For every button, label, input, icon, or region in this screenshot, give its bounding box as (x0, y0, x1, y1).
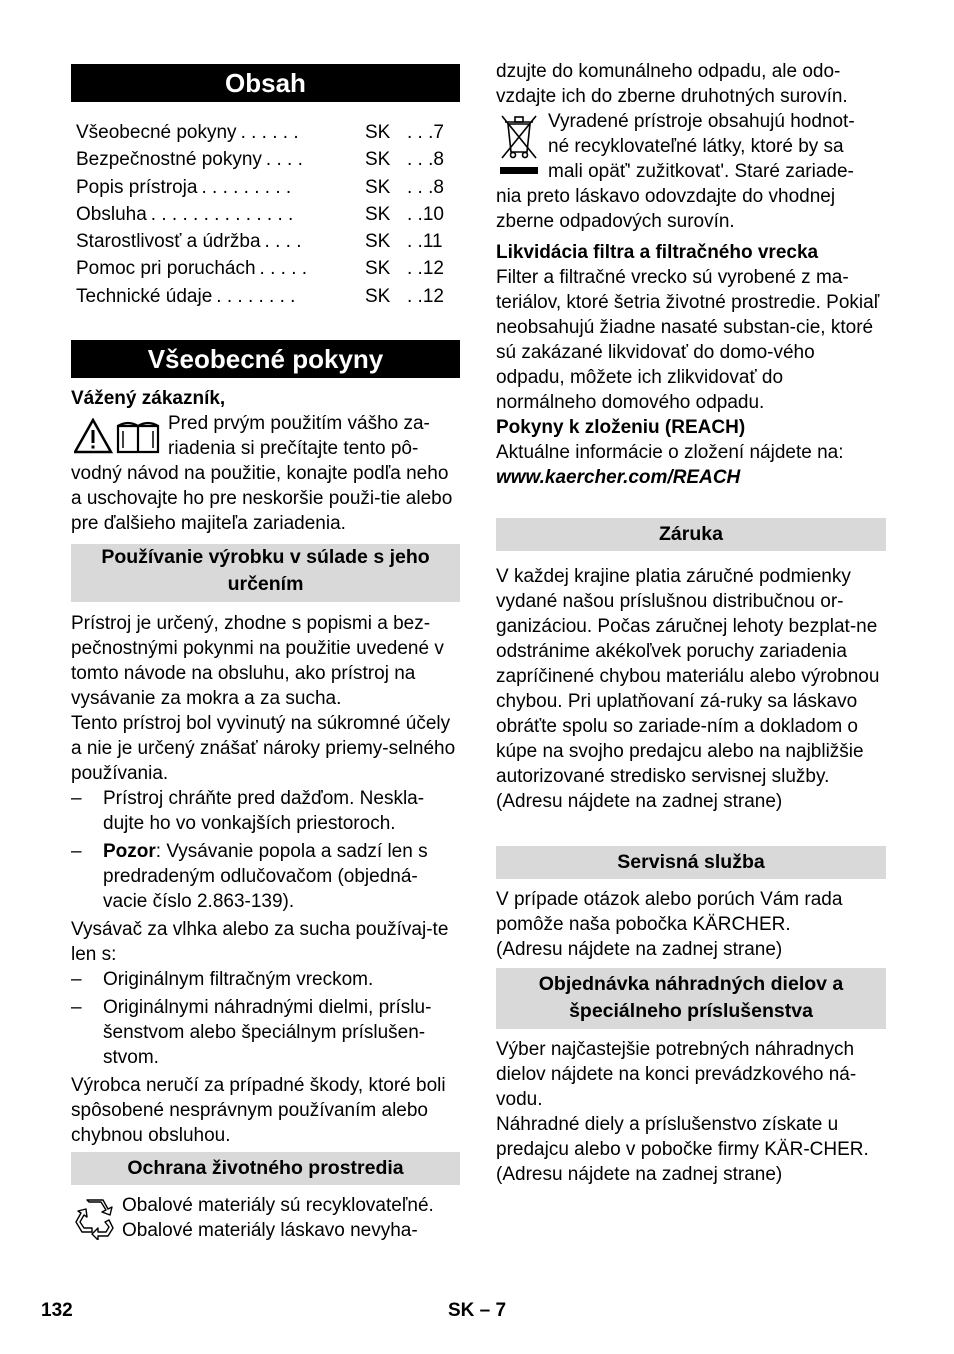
toc-item-dots: . . . . (264, 231, 302, 253)
toc-row (71, 146, 460, 173)
toc-item-dots: . . . . (265, 149, 303, 171)
toc-item-page: . . .7 (407, 122, 444, 143)
toc-item-page: . . .8 (407, 176, 444, 198)
crossed-bin-icon (498, 112, 540, 178)
warranty-body (496, 564, 886, 814)
toc-item-lang: SK (365, 231, 391, 253)
intro-line-2: riadenia si prečítajte tento pô- (168, 438, 419, 459)
warranty-address: (Adresu nájdete na zadnej strane) (496, 791, 783, 812)
toc-item-label (76, 201, 293, 228)
intro-line-1: Pred prvým použitím vášho za- (168, 413, 430, 434)
toc-item-lang: SK (365, 285, 391, 307)
list-item: – Originálnymi náhradnými dielmi, príslu-šenstvom alebo špeciálnym príslušen-stvom. (71, 997, 432, 1068)
toc-item-label (76, 146, 303, 173)
toc-item-dots: . . . . . . (240, 122, 299, 143)
toc-item-label (76, 228, 302, 255)
toc-item-label (76, 255, 307, 282)
weee-line-2: né recyklovateľné látky, ktoré by sa (548, 136, 844, 157)
intended-use-p4: Výrobca neručí za prípadné škody, ktoré boli spôsobené nesprávnym používaním alebo chybnou obsluhou. (71, 1075, 446, 1146)
toc-item-page: . .12 (407, 285, 444, 307)
intended-use-title: Používanie výrobku v súlade s jeho určením (71, 544, 460, 602)
weee-line-1: Vyradené prístroje obsahujú hodnot- (548, 111, 855, 132)
reach-text: Aktuálne informácie o zložení nájdete na: (496, 442, 844, 463)
general-title: Všeobecné pokyny (71, 340, 460, 378)
toc-item-dots: . . . . . (259, 258, 308, 280)
filter-text: Filter a filtračné vrecko sú vyrobené z ma-teriálov, ktoré šetria životné prostredie. Pokiaľ neobsahujú žiadne nasaté substan-cie, ktoré sú zakázané likvidovať do domo-vého odpadu, môžete ich zlikvidovať do normálneho domového odpadu. (496, 267, 880, 413)
toc-item-name: Bezpečnostné pokyny (76, 149, 262, 171)
toc-item-name: Technické údaje (76, 285, 213, 307)
filter-title: Likvidácia filtra a filtračného vrecka (496, 242, 819, 263)
weee-text: nia preto láskavo odovzdajte do vhodnej zberne odpadových surovín. (496, 186, 836, 232)
toc-row (71, 119, 460, 146)
toc-item-name: Všeobecné pokyny (76, 122, 237, 143)
toc-item-dots: . . . . . . . . . . . . . . (150, 203, 294, 225)
page-number: 132 (41, 1300, 73, 1321)
warranty-title: Záruka (496, 518, 886, 551)
intended-use-body (71, 611, 460, 1148)
toc-item-lang: SK (365, 176, 391, 198)
toc-row (71, 255, 460, 282)
environment-title: Ochrana životného prostredia (71, 1152, 460, 1185)
greeting: Vážený zákazník, (71, 388, 226, 409)
intended-use-p2: Tento prístroj bol vyvinutý na súkromné účely a nie je určený znášať nároky priemy-selného používania. (71, 713, 456, 784)
warranty-text: V každej krajine platia záručné podmienky vydané našou príslušnou distribučnou or-ganizáciou. Počas záručnej lehoty bezplat-ne odstránime akékoľvek poruchy zariadenia zapríčinené chybou materiálu alebo výrobnou chybou. Pri uplatňovaní zá-ruky sa láskavo obráťte spolu so zariade-ním a dokladom o kúpe na svojho predajcu alebo na najbližšie autorizované stredisko servisnej služby. (496, 566, 880, 787)
toc-item-page: . .12 (407, 258, 444, 280)
toc-item-name: Starostlivosť a údržba (76, 231, 261, 253)
parts-address: (Adresu nájdete na zadnej strane) (496, 1164, 783, 1185)
toc-row (71, 174, 460, 201)
recycle-continued: dzujte do komunálneho odpadu, ale odo-vzdajte ich do zberne druhotných surovín. (496, 61, 848, 107)
weee-line-3: mali opäť' zužitkovat'. Staré zariade- (548, 161, 854, 182)
intended-use-p3: Vysávač za vlhka alebo za sucha používaj-te len s: (71, 919, 449, 965)
reach-url: www.kaercher.com/REACH (496, 467, 741, 488)
intro-text: vodný návod na použitie, konajte podľa neho a uschovajte ho pre neskoršie použi-tie alebo pre ďalšieho majiteľa zariadenia. (71, 463, 453, 534)
toc-item-lang: SK (365, 122, 391, 143)
toc-item-page: . . .8 (407, 149, 444, 171)
toc-item-label (76, 119, 299, 146)
toc-item-label (76, 174, 291, 201)
parts-title: Objednávka náhradných dielov a špeciálneho príslušenstva (496, 968, 886, 1029)
list-item: – Prístroj chráňte pred dažďom. Neskla-dujte ho vo vonkajších priestoroch. (71, 788, 425, 834)
toc-item-name: Popis prístroja (76, 176, 198, 198)
reach-title: Pokyny k zloženiu (REACH) (496, 417, 746, 438)
service-text: V prípade otázok alebo porúch Vám rada pomôže naša pobočka KÄRCHER. (496, 889, 843, 935)
list-item: – Originálnym filtračným vreckom. (71, 969, 374, 990)
intended-use-p1: Prístroj je určený, zhodne s popismi a bez-pečnostnými pokynmi na použitie uvedené v tomto návode na obsluhu, ako prístroj na vysávanie za mokra a za sucha. (71, 613, 444, 709)
toc-row (71, 283, 460, 310)
service-body (496, 887, 886, 962)
recycling-icon (73, 1198, 117, 1240)
toc-row (71, 201, 460, 228)
service-address: (Adresu nájdete na zadnej strane) (496, 939, 783, 960)
warning-manual-icon (74, 418, 162, 454)
toc-item-dots: . . . . . . . . (216, 285, 296, 307)
toc-row (71, 228, 460, 255)
parts-p2: Náhradné diely a príslušenstvo získate u predajcu alebo v pobočke firmy KÄR-CHER. (496, 1114, 869, 1160)
toc-list (71, 119, 460, 310)
toc-item-lang: SK (365, 203, 391, 225)
recycle-line-2: Obalové materiály láskavo nevyha- (122, 1220, 418, 1241)
toc-item-page: . .10 (407, 203, 444, 225)
list-item: – Pozor: Vysávanie popola a sadzí len s predradeným odlučovačom (objedná-vacie číslo 2.863-139). (71, 841, 428, 912)
toc-item-label (76, 283, 295, 310)
toc-item-lang: SK (365, 149, 391, 171)
toc-item-name: Pomoc pri poruchách (76, 258, 256, 280)
toc-item-page: . .11 (407, 231, 443, 253)
parts-body (496, 1037, 886, 1187)
toc-title: Obsah (71, 64, 460, 102)
toc-item-name: Obsluha (76, 203, 147, 225)
filter-section (496, 240, 886, 490)
service-title: Servisná služba (496, 846, 886, 879)
recycle-line-1: Obalové materiály sú recyklovateľné. (122, 1195, 434, 1216)
section-marker: SK – 7 (448, 1300, 507, 1321)
toc-item-lang: SK (365, 258, 391, 280)
parts-p1: Výber najčastejšie potrebných náhradnych dielov nájdete na konci prevádzkového ná-vodu. (496, 1039, 857, 1110)
toc-item-dots: . . . . . . . . . (201, 176, 292, 198)
